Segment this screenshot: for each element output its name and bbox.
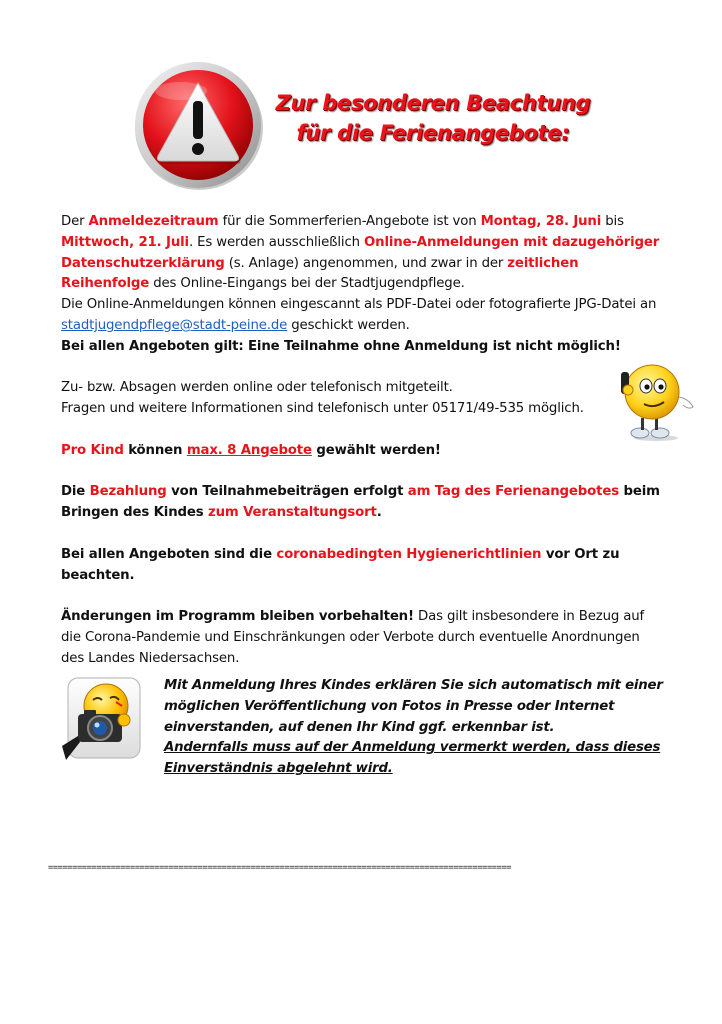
- contact-line-2: Fragen und weitere Informationen sind telefonisch unter 05171/49-535 möglich.: [61, 401, 584, 417]
- text-segment: vor Ort zu beachten.: [61, 546, 620, 583]
- rule-statement: Bei allen Angeboten gilt: Eine Teilnahme ohne Anmeldung ist nicht möglich!: [61, 338, 621, 354]
- text-segment: Das gilt insbesondere in Bezug auf die Corona-Pandemie und Einschränkungen oder Verbote durch eventuelle Anordnungen des Landes Niedersachsen.: [61, 609, 645, 666]
- highlight-per-child: Pro Kind: [61, 442, 124, 458]
- highlight-chronological-order: zeitlichen Reihenfolge: [61, 255, 579, 292]
- highlight-payment: Bezahlung: [89, 484, 167, 500]
- highlight-registration-period: Anmeldezeitraum: [88, 214, 219, 229]
- payment-paragraph: [61, 482, 661, 524]
- text-segment: Die Online-Anmeldungen können eingescannt als PDF-Datei oder fotografierte JPG-Datei an: [61, 297, 657, 313]
- limit-paragraph: [61, 441, 661, 462]
- text-segment: . Es werden ausschließlich: [188, 234, 364, 250]
- text-segment: Der: [61, 214, 89, 229]
- consent-statement: Mit Anmeldung Ihres Kindes erklären Sie sich automatisch mit einer möglichen Veröffentlichung von Fotos in Presse oder Internet einverstanden, auf denen Ihr Kind ggf. erkennbar ist.: [164, 678, 663, 735]
- page-title: [268, 88, 598, 148]
- highlight-hygiene-rules: coronabedingten Hygienerichtlinien: [276, 546, 542, 562]
- text-segment: des Online-Eingangs bei der Stadtjugendpflege.: [149, 276, 465, 292]
- text-segment: können: [123, 442, 187, 458]
- changes-heading: Änderungen im Programm bleiben vorbehalten!: [61, 609, 414, 625]
- highlight-venue: zum Veranstaltungsort: [208, 505, 377, 521]
- text-segment: Bei allen Angeboten sind die: [61, 546, 277, 562]
- text-segment: für die Sommerferien-Angebote ist von: [218, 214, 481, 229]
- registration-period-paragraph: [61, 212, 661, 295]
- smiley-camera-icon: [60, 676, 144, 766]
- highlight-start-date: Montag, 28. Juni: [480, 214, 602, 229]
- title-line-2: für die Ferienangebote:: [296, 121, 570, 145]
- text-segment: von Teilnahmebeiträgen erfolgt: [166, 484, 408, 500]
- text-segment: beim Bringen des Kindes: [61, 484, 660, 521]
- highlight-max-offers: max. 8 Angebote: [186, 442, 312, 458]
- consent-objection: Andernfalls muss auf der Anmeldung vermerkt werden, dass dieses Einverständnis abgelehnt wird.: [164, 740, 661, 777]
- title-line-1: Zur besonderen Beachtung: [275, 91, 591, 115]
- hygiene-paragraph: [61, 545, 661, 587]
- submission-paragraph: [61, 295, 661, 337]
- photo-consent-notice: [164, 676, 664, 780]
- text-segment: bis: [601, 214, 624, 229]
- warning-triangle-icon: [133, 61, 265, 192]
- changes-paragraph: [61, 607, 661, 669]
- text-segment: Die: [61, 484, 90, 500]
- contact-line-1: Zu- bzw. Absagen werden online oder telefonisch mitgeteilt.: [61, 380, 453, 396]
- separator-line: ================================================================================================: [48, 863, 512, 873]
- text-segment: .: [376, 505, 382, 521]
- highlight-end-date: Mittwoch, 21. Juli: [61, 234, 189, 250]
- info-section: [61, 212, 661, 670]
- highlight-online-registration: Online-Anmeldungen mit dazugehöriger Datenschutzerklärung: [61, 234, 660, 271]
- email-link[interactable]: stadtjugendpflege@stadt-peine.de: [61, 317, 288, 333]
- text-segment: gewählt werden!: [311, 442, 441, 458]
- highlight-payment-day: am Tag des Ferienangebotes: [407, 484, 619, 500]
- text-segment: (s. Anlage) angenommen, und zwar in der: [224, 255, 508, 271]
- text-segment: geschickt werden.: [287, 317, 410, 333]
